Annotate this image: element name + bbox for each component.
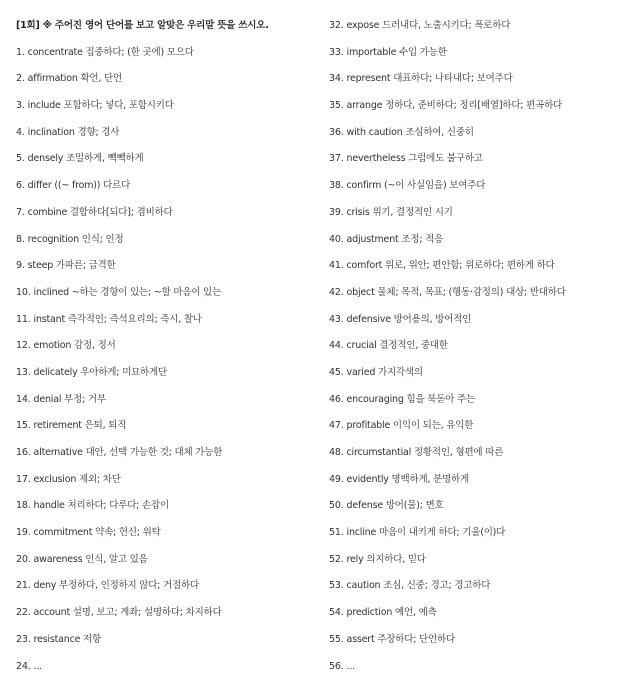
item-text: inclined ~하는 경향이 있는; ~할 마음이 있는 bbox=[34, 287, 222, 298]
vocab-item bbox=[329, 149, 619, 176]
item-text: delicately 우아하게; 미묘하게단 bbox=[34, 367, 167, 378]
item-text: inclination 경향; 경사 bbox=[28, 127, 120, 138]
vocab-item bbox=[329, 470, 619, 497]
vocab-item bbox=[16, 496, 316, 523]
vocab-item bbox=[16, 443, 316, 470]
vocab-item bbox=[329, 630, 619, 657]
vocab-item bbox=[16, 256, 316, 283]
vocab-item bbox=[329, 523, 619, 550]
item-text: ... bbox=[347, 661, 355, 672]
item-text: denial 부정; 거부 bbox=[34, 394, 106, 405]
item-number: 47. bbox=[329, 420, 344, 431]
item-number: 12. bbox=[16, 340, 31, 351]
item-text: crucial 결정적인, 중대한 bbox=[347, 340, 448, 351]
vocab-item bbox=[329, 603, 619, 630]
item-number: 44. bbox=[329, 340, 344, 351]
item-text: steep 가파른; 급격한 bbox=[28, 260, 116, 271]
vocab-item bbox=[329, 203, 619, 230]
item-number: 35. bbox=[329, 100, 344, 111]
vocab-item bbox=[329, 176, 619, 203]
vocab-item bbox=[329, 96, 619, 123]
item-text: awareness 인식, 알고 있음 bbox=[34, 554, 148, 565]
item-text: include 포함하다; 넣다, 포함시키다 bbox=[28, 100, 174, 111]
item-number: 48. bbox=[329, 447, 344, 458]
vocab-item bbox=[16, 657, 316, 683]
item-text: ... bbox=[34, 661, 42, 672]
item-text: nevertheless 그럼에도 불구하고 bbox=[347, 153, 483, 164]
item-number: 19. bbox=[16, 527, 31, 538]
item-number: 10. bbox=[16, 287, 31, 298]
item-text: instant 즉각적인; 즉석요리의; 즉시, 찰나 bbox=[34, 314, 202, 325]
item-number: 55. bbox=[329, 634, 344, 645]
item-number: 37. bbox=[329, 153, 344, 164]
vocab-item bbox=[16, 576, 316, 603]
item-number: 38. bbox=[329, 180, 344, 191]
item-number: 51. bbox=[329, 527, 344, 538]
vocab-item bbox=[16, 470, 316, 497]
item-text: alternative 대안, 선택 가능한 것; 대체 가능한 bbox=[34, 447, 223, 458]
left-column bbox=[16, 16, 316, 683]
item-text: evidently 명백하게, 분명하게 bbox=[347, 474, 469, 485]
vocab-item bbox=[16, 43, 316, 70]
worksheet-title: [1회] ※ 주어진 영어 단어를 보고 알맞은 우리말 뜻을 쓰시오. bbox=[16, 16, 316, 43]
vocab-item bbox=[329, 416, 619, 443]
item-number: 2. bbox=[16, 73, 25, 84]
item-number: 14. bbox=[16, 394, 31, 405]
item-text: prediction 예언, 예측 bbox=[347, 607, 437, 618]
item-text: resistance 저항 bbox=[34, 634, 102, 645]
vocab-item bbox=[16, 203, 316, 230]
item-number: 32. bbox=[329, 20, 344, 31]
vocab-item bbox=[16, 310, 316, 337]
item-number: 50. bbox=[329, 500, 344, 511]
item-number: 17. bbox=[16, 474, 31, 485]
item-number: 4. bbox=[16, 127, 25, 138]
item-text: exclusion 제외; 차단 bbox=[34, 474, 121, 485]
vocab-item bbox=[329, 283, 619, 310]
vocab-item bbox=[329, 256, 619, 283]
item-text: adjustment 조정; 적응 bbox=[347, 234, 444, 245]
item-number: 56. bbox=[329, 661, 344, 672]
item-text: differ ((~ from)) 다르다 bbox=[28, 180, 130, 191]
vocab-item bbox=[16, 283, 316, 310]
vocab-item bbox=[16, 390, 316, 417]
item-number: 53. bbox=[329, 580, 344, 591]
item-number: 36. bbox=[329, 127, 344, 138]
item-text: object 물체; 목적, 목표; (행동·감정의) 대상; 반대하다 bbox=[347, 287, 566, 298]
item-text: encouraging 힘을 북돋아 주는 bbox=[347, 394, 475, 405]
vocab-item bbox=[16, 69, 316, 96]
item-text: represent 대표하다; 나타내다; 보여주다 bbox=[347, 73, 513, 84]
item-text: defensive 방어용의, 방어적인 bbox=[347, 314, 472, 325]
item-text: commitment 약속; 헌신; 위탁 bbox=[34, 527, 161, 538]
vocab-item bbox=[16, 550, 316, 577]
item-text: emotion 감정, 정서 bbox=[34, 340, 116, 351]
item-text: with caution 조심하여, 신중히 bbox=[347, 127, 474, 138]
item-text: confirm (~이 사실임을) 보여주다 bbox=[347, 180, 486, 191]
vocab-item bbox=[329, 657, 619, 683]
vocab-item bbox=[329, 496, 619, 523]
item-text: account 설명, 보고; 계좌; 설명하다; 차지하다 bbox=[34, 607, 222, 618]
vocab-item bbox=[329, 123, 619, 150]
item-number: 42. bbox=[329, 287, 344, 298]
vocab-item bbox=[16, 149, 316, 176]
item-number: 43. bbox=[329, 314, 344, 325]
item-text: rely 의지하다, 믿다 bbox=[347, 554, 426, 565]
vocab-item bbox=[329, 336, 619, 363]
vocab-item bbox=[16, 96, 316, 123]
vocab-item bbox=[16, 336, 316, 363]
vocab-item bbox=[329, 310, 619, 337]
item-text: densely 조밀하게, 빽빽하게 bbox=[28, 153, 144, 164]
vocab-item bbox=[16, 176, 316, 203]
item-text: arrange 정하다, 준비하다; 정리[배열]하다; 편곡하다 bbox=[347, 100, 563, 111]
item-number: 39. bbox=[329, 207, 344, 218]
item-number: 45. bbox=[329, 367, 344, 378]
item-text: profitable 이익이 되는, 유익한 bbox=[347, 420, 474, 431]
item-text: concentrate 집중하다; (한 곳에) 모으다 bbox=[28, 47, 194, 58]
item-number: 20. bbox=[16, 554, 31, 565]
item-number: 9. bbox=[16, 260, 25, 271]
item-text: combine 결합하다[되다]; 겸비하다 bbox=[28, 207, 173, 218]
vocab-item bbox=[16, 230, 316, 257]
item-text: recognition 인식; 인정 bbox=[28, 234, 124, 245]
item-text: defense 방어(물); 변호 bbox=[347, 500, 444, 511]
item-text: retirement 은퇴, 퇴직 bbox=[34, 420, 127, 431]
vocab-item bbox=[16, 416, 316, 443]
vocab-item bbox=[329, 550, 619, 577]
item-text: handle 처리하다; 다루다; 손잡이 bbox=[34, 500, 169, 511]
item-text: varied 가지각색의 bbox=[347, 367, 423, 378]
vocab-item bbox=[16, 123, 316, 150]
item-number: 46. bbox=[329, 394, 344, 405]
item-number: 16. bbox=[16, 447, 31, 458]
item-text: comfort 위로, 위안; 편안함; 위로하다; 편하게 하다 bbox=[347, 260, 555, 271]
item-text: caution 조심, 신중; 경고; 경고하다 bbox=[347, 580, 491, 591]
item-number: 5. bbox=[16, 153, 25, 164]
item-number: 11. bbox=[16, 314, 31, 325]
vocab-item bbox=[329, 363, 619, 390]
vocab-item bbox=[16, 603, 316, 630]
item-text: affirmation 확언, 단언 bbox=[28, 73, 122, 84]
item-number: 54. bbox=[329, 607, 344, 618]
item-number: 52. bbox=[329, 554, 344, 565]
vocab-item bbox=[329, 69, 619, 96]
vocab-item bbox=[329, 230, 619, 257]
item-text: expose 드러내다, 노출시키다; 폭로하다 bbox=[347, 20, 511, 31]
item-number: 41. bbox=[329, 260, 344, 271]
item-number: 1. bbox=[16, 47, 25, 58]
vocab-item bbox=[16, 630, 316, 657]
item-number: 33. bbox=[329, 47, 344, 58]
item-number: 34. bbox=[329, 73, 344, 84]
right-column bbox=[329, 16, 619, 683]
item-number: 49. bbox=[329, 474, 344, 485]
item-text: importable 수입 가능한 bbox=[347, 47, 447, 58]
item-number: 40. bbox=[329, 234, 344, 245]
vocab-item bbox=[329, 443, 619, 470]
item-number: 22. bbox=[16, 607, 31, 618]
item-number: 7. bbox=[16, 207, 25, 218]
item-text: deny 부정하다, 인정하지 않다; 거절하다 bbox=[34, 580, 200, 591]
item-number: 6. bbox=[16, 180, 25, 191]
vocab-item bbox=[16, 523, 316, 550]
item-number: 13. bbox=[16, 367, 31, 378]
item-text: crisis 위기, 결정적인 시기 bbox=[347, 207, 453, 218]
item-number: 24. bbox=[16, 661, 31, 672]
vocab-item bbox=[329, 43, 619, 70]
item-number: 18. bbox=[16, 500, 31, 511]
item-number: 15. bbox=[16, 420, 31, 431]
vocab-item bbox=[329, 576, 619, 603]
item-text: circumstantial 정황적인, 형편에 따른 bbox=[347, 447, 504, 458]
item-text: assert 주장하다; 단언하다 bbox=[347, 634, 455, 645]
vocab-item bbox=[329, 16, 619, 43]
item-number: 3. bbox=[16, 100, 25, 111]
vocab-item bbox=[16, 363, 316, 390]
vocab-item bbox=[329, 390, 619, 417]
item-text: incline 마음이 내키게 하다; 기울(이)다 bbox=[347, 527, 506, 538]
item-number: 21. bbox=[16, 580, 31, 591]
item-number: 23. bbox=[16, 634, 31, 645]
item-number: 8. bbox=[16, 234, 25, 245]
